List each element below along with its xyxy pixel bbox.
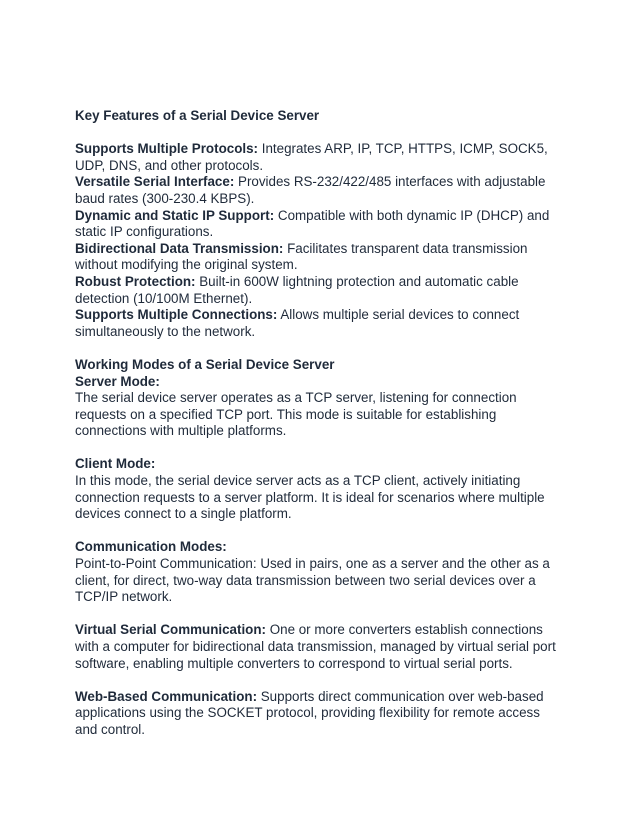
- modes-title: Working Modes of a Serial Device Server: [75, 356, 335, 372]
- virtual-serial-label: Virtual Serial Communication:: [75, 622, 266, 638]
- feature-text: Provides RS-232/422/485 interfaces with adjustable baud rates (300-230.4 KBPS).: [75, 174, 546, 206]
- features-title: Key Features of a Serial Device Server: [75, 108, 320, 123]
- web-based-paragraph: [75, 689, 563, 739]
- feature-label: Supports Multiple Connections:: [75, 307, 278, 323]
- web-based-text: Supports direct communication over web-based applications using the SOCKET protocol, providing flexibility for remote access and control.: [75, 688, 544, 737]
- feature-label: Robust Protection:: [75, 273, 196, 289]
- feature-text: Allows multiple serial devices to connect simultaneously to the network.: [75, 307, 520, 339]
- feature-item: [75, 208, 563, 241]
- web-based-label: Web-Based Communication:: [75, 688, 258, 704]
- communication-modes-heading: Communication Modes:: [75, 539, 227, 555]
- document-page: [75, 108, 563, 739]
- feature-label: Bidirectional Data Transmission:: [75, 240, 284, 256]
- server-mode-text: The serial device server operates as a TCP server, listening for connection requests on a specified TCP port. This mode is suitable for establishing connections with multiple platforms.: [75, 390, 517, 439]
- client-mode-heading: Client Mode:: [75, 456, 156, 472]
- feature-text: Built-in 600W lightning protection and automatic cable detection (10/100M Ethernet).: [75, 273, 519, 306]
- client-mode-text: In this mode, the serial device server acts as a TCP client, actively initiating connection requests to a server platform. It is ideal for scenarios where multiple devices connect to a single platform.: [75, 473, 545, 522]
- virtual-serial-text: One or more converters establish connections with a computer for bidirectional data transmission, managed by virtual serial port software, enabling multiple converters to correspond to virtual serial ports.: [75, 622, 556, 671]
- server-mode-heading: Server Mode:: [75, 373, 160, 389]
- feature-item: [75, 241, 563, 274]
- feature-item: [75, 174, 563, 207]
- virtual-serial-paragraph: [75, 622, 563, 672]
- feature-text: Compatible with both dynamic IP (DHCP) and static IP configurations.: [75, 207, 550, 240]
- communication-modes-text: Point-to-Point Communication: Used in pairs, one as a server and the other as a client, for direct, two-way data transmission between two serial devices over a TCP/IP network.: [75, 556, 550, 605]
- feature-label: Dynamic and Static IP Support:: [75, 207, 275, 223]
- feature-item: [75, 307, 563, 340]
- feature-label: Versatile Serial Interface:: [75, 174, 235, 190]
- feature-text: Facilitates transparent data transmission without modifying the original system.: [75, 240, 528, 273]
- feature-item: [75, 141, 563, 174]
- feature-label: Supports Multiple Protocols:: [75, 141, 259, 157]
- feature-text: Integrates ARP, IP, TCP, HTTPS, ICMP, SOCK5, UDP, DNS, and other protocols.: [75, 141, 548, 173]
- feature-item: [75, 274, 563, 307]
